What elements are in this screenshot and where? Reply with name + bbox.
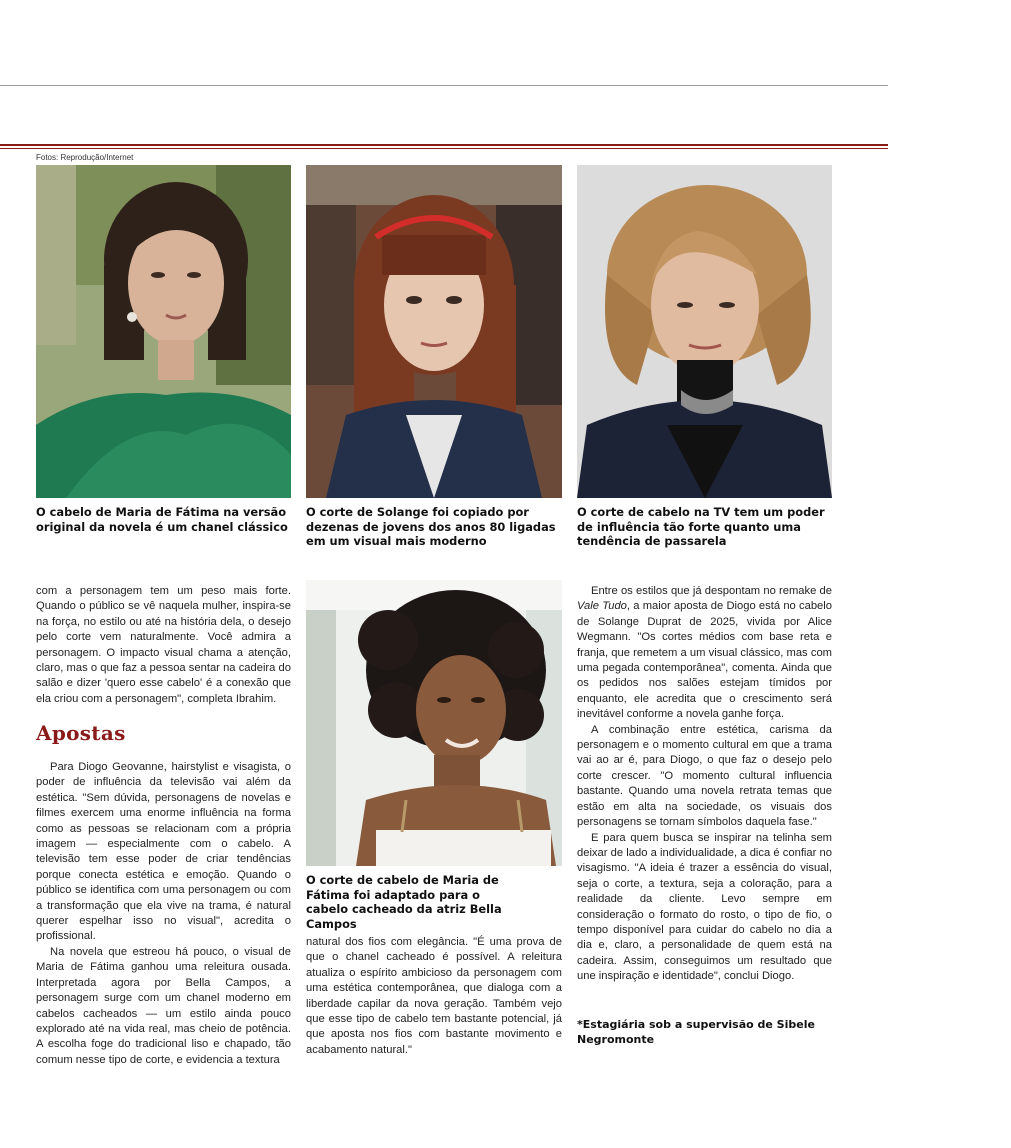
caption-photo-2: O corte de Solange foi copiado por dezenas de jovens dos anos 80 ligadas em um visual mais moderno [306,505,556,548]
section-heading: Apostas [36,721,126,745]
article-column-2 [306,935,562,1058]
section-rule-thin [0,148,888,149]
photo-credit: Fotos: Reprodução/Internet [36,153,134,162]
article-paragraph: Na novela que estreou há pouco, o visual de Maria de Fátima ganhou uma releitura ousada. Interpretada agora por Bella Campos, a personagem surge com um chanel moderno em cabelos cacheados — um estilo ainda pouco explorado até na vida real, mas cheio de potência. A escolha foge do tradicional liso e chapado, tão comum nesse tipo de corte, e evidencia a textura [36,945,291,1066]
article-column-1-top [36,584,291,707]
caption-photo-3: O corte de cabelo na TV tem um poder de influência tão forte quanto uma tendência de passarela [577,505,825,548]
article-paragraph: Entre os estilos que já despontam no remake de Vale Tudo, a maior aposta de Diogo está no cabelo de Solange Duprat de 2025, vivida por Alice Wegmann. "Os cortes médios com base reta e franja, que remetem a um visual clássico, mas com uma pegada contemporânea", comenta. Ainda que os pedidos nos salões estejam tímidos por enquanto, ele acredita que o crescimento será inevitável conforme a novela ganhe força. [577,585,832,721]
photo-tv-influence [577,165,832,498]
article-column-3 [577,584,832,985]
top-rule [0,85,888,86]
photo-bella-campos [306,580,562,866]
article-paragraph: E para quem busca se inspirar na telinha sem deixar de lado a individualidade, a dica é confiar no visagismo. "A ideia é trazer a essência do visual, seja o corte, a textura, seja a coloração, para a realidade da cliente. Levo sempre em consideração o formato do rosto, o tipo de fio, o tempo disponível para cuidar do cabelo no dia a dia e, claro, a personalidade de quem está na cadeira. Assim, conseguimos um resultado que une inspiração e identidade", conclui Diogo. [577,831,832,983]
author-note: *Estagiária sob a supervisão de Sibele Negromonte [577,1018,815,1046]
article-paragraph: Para Diogo Geovanne, hairstylist e visagista, o poder de influência da televisão vai além da estética. "Sem dúvida, personagens de novelas e filmes exercem uma enorme influência na forma como as pessoas se relacionam com a própria imagem — especialmente com o cabelo. A televisão tem esse poder de criar tendências porque conecta estética e emoção. Quando o público se identifica com uma personagem ou com a transformação que ela vive na trama, é natural querer espelhar isso no visual", acredita o profissional. [36,761,291,943]
photo-solange [306,165,562,498]
article-paragraph: com a personagem tem um peso mais forte. Quando o público se vê naquela mulher, inspira-se na força, no estilo ou até na história dela, o desejo pelo corte vem naturalmente. Você admira a personagem. O impacto visual chama a atenção, claro, mas o que faz a pessoa sentar na cadeira do salão e dizer 'quero esse cabelo' é a conexão que ela criou com a personagem", completa Ibrahim. [36,585,291,705]
caption-photo-4: O corte de cabelo de Maria de Fátima foi adaptado para o cabelo cacheado da atriz Bella Campos [306,873,502,931]
article-paragraph: A combinação entre estética, carisma da personagem e o momento cultural em que a trama vai ao ar é, para Diogo, o que faz o desejo pelo corte crescer. "O momento cultural influencia bastante. Quando uma novela retrata temas que estão em alta na sociedade, os visuais dos personagens se tornam símbolos daquela fase." [577,723,832,829]
article-column-1-bottom [36,760,291,1068]
caption-photo-1: O cabelo de Maria de Fátima na versão original da novela é um chanel clássico [36,505,288,534]
photo-maria-de-fatima-classic [36,165,291,498]
section-rule [0,144,888,146]
article-paragraph: natural dos fios com elegância. "É uma prova de que o chanel cacheado é possível. A releitura atualiza o espírito ambicioso da personagem com uma estética contemporânea, que dialoga com a liberdade capilar da nova geração. Também vejo que esse tipo de cabelo tem bastante potencial, já que aposta nos fios com bastante movimento e acabamento natural." [306,936,562,1056]
novel-title: Vale Tudo [577,600,627,613]
